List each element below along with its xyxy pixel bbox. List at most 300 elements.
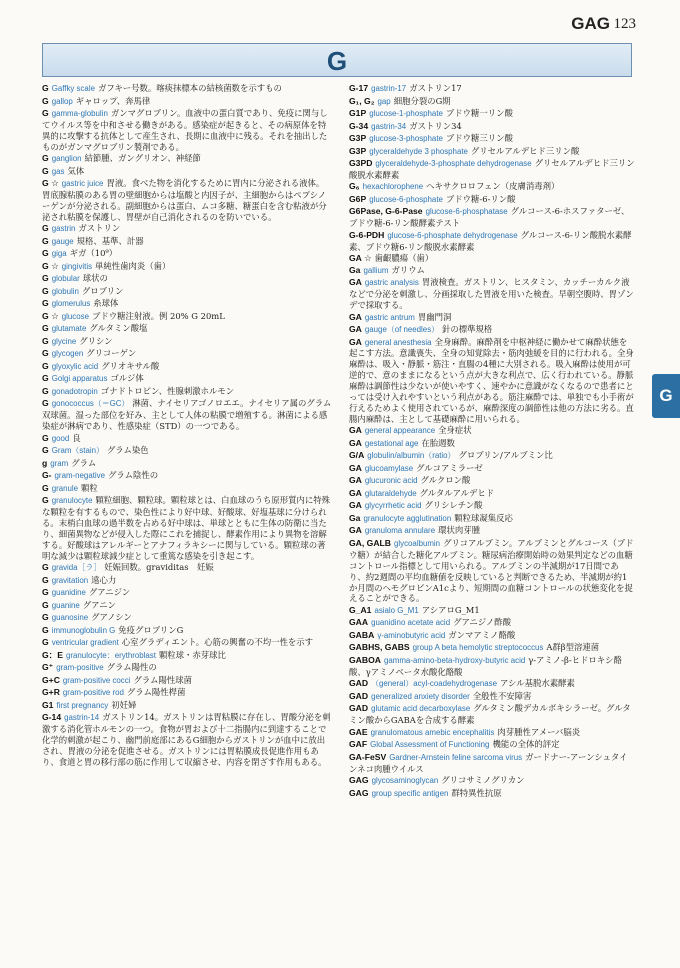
entry-definition: ヘキサクロロフェン（皮膚消毒剤） — [426, 181, 560, 192]
entry-term: Ga — [349, 264, 361, 275]
dictionary-entry — [349, 253, 635, 264]
entry-english: glutamic acid decarboxylase — [371, 704, 471, 714]
entry-definition: ガストリン34 — [409, 120, 462, 131]
dictionary-entry — [42, 625, 332, 637]
dictionary-entry — [42, 433, 332, 445]
entry-english: glucose-6-phosphate dehydrogenase — [387, 230, 518, 240]
entry-definition: グリコーゲン — [86, 348, 137, 359]
dictionary-entry — [42, 298, 332, 310]
entry-term: GAD — [349, 703, 369, 714]
entry-english: Global Assessment of Functioning — [370, 740, 490, 750]
entry-definition: アシル基脱水素酵素 — [500, 678, 575, 689]
entry-definition: グリセルアルデヒド三リン酸脱水素酵素 — [349, 158, 635, 180]
dictionary-entry — [42, 587, 332, 599]
dictionary-entry — [349, 630, 635, 642]
entry-definition: グリシン — [79, 335, 113, 346]
entry-english: guanine — [51, 600, 80, 610]
dictionary-entry — [349, 617, 635, 629]
entry-term: G-17 — [349, 83, 369, 93]
dictionary-entry — [42, 398, 332, 432]
entry-english: gram-positive cocci — [62, 675, 131, 685]
entry-definition: ブドウ糖-6-リン酸 — [445, 193, 516, 204]
entry-term: G — [42, 248, 49, 259]
entry-english: asialo G_M1 — [374, 605, 419, 615]
dictionary-entry — [349, 133, 635, 145]
dictionary-entry — [42, 687, 332, 699]
dictionary-entry — [349, 691, 635, 703]
dictionary-entry — [42, 650, 332, 662]
entry-term: G ☆ — [42, 310, 59, 321]
dictionary-entry — [42, 445, 332, 457]
entry-term: G — [42, 612, 49, 623]
entry-term: GABOA — [349, 654, 381, 665]
entry-english: general anesthesia — [364, 337, 432, 347]
entry-english: glucose-1-phosphate — [369, 109, 443, 118]
dictionary-entry — [42, 458, 332, 470]
entry-term: GA — [349, 462, 362, 473]
entry-term: G — [42, 108, 49, 118]
entry-definition: 良 — [72, 432, 81, 443]
dictionary-entry — [349, 194, 635, 206]
entry-term: G6Pase, G-6-Pase — [349, 206, 423, 217]
dictionary-entry — [42, 248, 332, 260]
dictionary-entry — [349, 525, 635, 537]
dictionary-entry — [42, 153, 332, 165]
entry-definition: 心室グラディエント。心筋の興奮の不均一性を示す — [121, 637, 313, 648]
entry-definition: A群β型溶連菌 — [546, 642, 600, 653]
entry-english: guanidine — [51, 588, 86, 598]
entry-term: G1 — [42, 699, 54, 710]
dictionary-entry — [349, 538, 635, 604]
entry-definition: グリコサミノグリカン — [441, 775, 525, 786]
dictionary-entry — [349, 337, 635, 425]
entry-english: general appearance — [364, 426, 436, 436]
entry-term: G3P — [349, 133, 367, 143]
dictionary-entry — [42, 373, 332, 385]
entry-definition: 環状肉芽腫 — [438, 525, 480, 536]
entry-definition: 顆粒 — [81, 482, 98, 493]
entry-term: GAE — [349, 726, 368, 737]
dictionary-entry — [42, 261, 332, 273]
entry-english: gap — [377, 96, 391, 106]
entry-english: granulocyte agglutination — [363, 513, 452, 523]
dictionary-entry — [349, 181, 635, 193]
entry-english: （general）acyl-coadehydrogenase — [371, 679, 497, 689]
dictionary-entry — [349, 96, 635, 108]
dictionary-entry — [42, 361, 332, 373]
dictionary-entry — [349, 703, 635, 726]
entry-english: Golgi apparatus — [51, 374, 108, 384]
entry-term: GAG — [349, 775, 369, 786]
entry-term: G+R — [42, 687, 60, 698]
entry-english: glutamate — [51, 324, 87, 334]
entry-english: glucose-6-phosphate — [369, 194, 443, 204]
entry-english: glucose-6-phosphatase — [425, 207, 508, 217]
entry-english: Gaffky scale — [51, 84, 95, 93]
entry-english: guanosine — [51, 613, 89, 623]
dictionary-entry — [349, 500, 635, 512]
entry-definition: ガストリン17 — [409, 83, 462, 93]
entry-term: G — [42, 385, 49, 396]
entry-definition: ガフキー号数。喀痰抹標本の結核菌数を示すもの — [97, 83, 282, 93]
dictionary-entry — [349, 206, 635, 229]
entry-definition: 全般性不安障害 — [472, 690, 532, 701]
dictionary-entry — [42, 483, 332, 495]
entry-english: glycyrrhetic acid — [364, 501, 422, 511]
entry-definition: 針の標準規格 — [442, 324, 493, 335]
entry-definition: グルコアミラーゼ — [416, 462, 483, 473]
entry-english: gravitation — [51, 575, 89, 585]
entry-definition: 規格、基準、計器 — [76, 235, 144, 246]
entry-term: G₁, G₂ — [349, 95, 375, 106]
entry-english: Gardner-Arnstein feline sarcoma virus — [389, 752, 523, 762]
entry-term: G — [42, 285, 49, 296]
entry-definition: ガストリン14。ガストリンは胃粘膜に存在し、胃酸分泌を刺激する消化管ホルモンの一つ。食物が胃および十二指腸内に到達することで化学的刺激が起こり、幽門前庭部にあるG細胞からガストリンが血中に放出され、胃液の分泌を促進させる。ガストリンには胃粘膜成長促進作用もあり、食道と胃の移行部の筋に作用して収縮させ、内容を閉ざす作用もある。 — [42, 712, 331, 767]
entry-term: GABHS, GABS — [349, 642, 410, 653]
entry-definition: ギガ（10⁹） — [69, 248, 118, 259]
entry-definition: グラム陽性球菌 — [133, 674, 192, 685]
entry-definition: 淋菌、ナイセリアゴノロエエ。ナイセリア属のグラム双球菌。湿った部位を好み、主として人体の粘膜で増殖する。淋菌による感染症が淋病であり、性感染症（STD）の一つである。 — [42, 398, 332, 432]
entry-term: G⁺ — [42, 662, 54, 673]
entry-english: globulin/albumin（ratio） — [367, 451, 456, 461]
entry-definition: ブドウ糖三リン酸 — [445, 133, 513, 143]
entry-definition: ガリウム — [391, 264, 425, 275]
entry-english: glucuronic acid — [364, 476, 418, 486]
dictionary-entry — [349, 463, 635, 475]
entry-definition: グアニジン — [88, 587, 131, 598]
entry-english: gravida［ラ］ — [51, 563, 102, 573]
entry-english: glyceraldehyde-3-phosphate dehydrogenase — [375, 159, 532, 168]
entry-term: GA ☆ — [349, 253, 372, 264]
entry-definition: グアノシン — [91, 612, 132, 623]
thumb-index-tab: G — [652, 374, 680, 418]
entry-term: G3PD — [349, 158, 373, 168]
entry-term: GA — [349, 487, 362, 498]
section-banner — [42, 43, 632, 77]
entry-term: G — [42, 445, 49, 456]
entry-english: gastric juice — [61, 179, 104, 189]
entry-english: gastrin-14 — [64, 713, 100, 723]
entry-definition: ブドウ糖注射液。例 20% G 20mL — [91, 310, 225, 321]
entry-definition: グリシレチン酸 — [424, 500, 483, 511]
entry-english: gamma-amino-beta-hydroxy-butyric acid — [384, 655, 526, 665]
entry-definition: 肉芽腫性アメーバ脳炎 — [497, 726, 581, 737]
page-header — [0, 10, 680, 36]
entry-english: gamma-globulin — [51, 109, 108, 118]
entry-definition: 胃液検査。ガストリン、ヒスタミン、カッチーカルク液などで分泌を刺激し、分画採取した胃液を用いた検査。早朝空腹時、胃ゾンデで採取する。 — [349, 277, 634, 311]
dictionary-entry — [349, 450, 635, 462]
entry-english: gingivitis — [61, 261, 93, 271]
entry-term: GA — [349, 475, 362, 486]
dictionary-entry — [349, 312, 635, 324]
dictionary-entry — [42, 323, 332, 335]
dictionary-entry — [42, 562, 332, 574]
entry-term: g — [42, 457, 48, 468]
entry-definition: グリセルアルデヒド三リン酸 — [470, 145, 580, 156]
entry-term: GAD — [349, 690, 369, 701]
entry-definition: ガストリン — [78, 223, 121, 234]
entry-term: GA — [349, 437, 362, 448]
entry-definition: 糸球体 — [93, 298, 119, 309]
entry-english: gastric analysis — [364, 278, 419, 288]
entry-english: gram-negative — [54, 471, 105, 481]
page-number: 123 — [613, 16, 636, 32]
entry-term: G — [42, 95, 49, 106]
entry-definition: 胃液。食べた物を消化するために胃内に分泌される液体。胃底腺粘膜のある胃の壁細胞からは塩酸と内因子が、主細胞からはペプシノーゲンが分泌される。副細胞からは蛋白、ムコ多糖、糖蛋白を含む粘液が分泌され粘膜を保護し、胃壁が自己消化されるのを防いでいる。 — [42, 178, 327, 222]
entry-term: GA — [349, 277, 362, 288]
entry-term: G₆ — [349, 181, 360, 192]
dictionary-entry — [349, 158, 635, 181]
dictionary-entry — [349, 438, 635, 450]
entry-term: G — [42, 165, 49, 176]
entry-english: ganglion — [51, 154, 82, 164]
entry-english: gallium — [363, 265, 389, 275]
entry-term: G-6-PDH — [349, 229, 385, 240]
dictionary-entry — [349, 655, 635, 678]
entry-english: glucose-3-phosphate — [369, 134, 443, 143]
entry-term: G：E — [42, 649, 64, 660]
entry-english: glycosaminoglycan — [371, 776, 439, 786]
entry-definition: ガンマグロブリン。血液中の蛋白質であり、免疫に関与してウイルス等を中和させる働きがある。感染症が起きると、その病原体を特異的に攻撃する抗体として産生され、長期に血液中に残る。それを抽出したものがガンマグロブリン製剤である。 — [42, 108, 328, 152]
entry-definition: グロブリン — [81, 285, 124, 296]
dictionary-entry — [349, 488, 635, 500]
entry-term: G — [42, 574, 49, 585]
entry-term: G — [42, 432, 49, 443]
entry-definition: グルクロン酸 — [420, 475, 471, 486]
dictionary-entry — [42, 83, 332, 95]
entry-english: granuloma annulare — [364, 526, 436, 536]
dictionary-entry — [349, 121, 635, 133]
entry-definition: グリオキサル酸 — [101, 360, 160, 371]
entry-definition: ガンマアミノ酪酸 — [448, 629, 516, 640]
entry-english: first pregnancy — [56, 700, 109, 710]
entry-english: immunoglobulin G — [51, 625, 116, 635]
entry-definition: ゴナドトロピン、性腺刺激ホルモン — [100, 385, 235, 396]
dictionary-entry — [42, 675, 332, 687]
dictionary-entry — [42, 600, 332, 612]
entry-definition: グルコース-6-ホスファターゼ、ブドウ糖-6-リン酸酵素テスト — [349, 206, 630, 229]
entry-english: glycoalbumin — [394, 538, 441, 548]
entry-term: G — [42, 335, 49, 346]
entry-term: GA — [349, 324, 362, 335]
dictionary-entry — [42, 700, 332, 712]
entry-term: G — [42, 298, 49, 309]
entry-definition: グアニジノ酢酸 — [453, 617, 511, 628]
entry-term: G- — [42, 470, 52, 481]
entry-definition: グリコアルブミン。アルブミンとグルコース（ブドウ糖）が結合した糖化アルブミン。糖尿病治療開始時の効果判定などの血糖コントロール指標として用いられる。アルブミンの半減期が17日間であり、約2週間の平均血糖値を反映していると判断できるため、半減期が約1か月間のヘモグロビンA1cより、短期間の血糖コントロールの状態変化を捉えることができる。 — [349, 537, 634, 604]
entry-term: G — [42, 223, 49, 234]
dictionary-entry — [42, 273, 332, 285]
entry-definition: ブドウ糖一リン酸 — [445, 108, 513, 118]
dictionary-entry — [349, 752, 635, 775]
entry-term: G — [42, 624, 49, 635]
entry-english: granulomatous amebic encephalitis — [370, 727, 495, 737]
entry-english: hexachlorophene — [362, 182, 424, 192]
dictionary-entry — [42, 495, 332, 561]
entry-english: granule — [51, 483, 79, 493]
entry-term: G — [42, 637, 49, 648]
dictionary-entry — [349, 678, 635, 690]
entry-english: gonococcus（＝GC） — [51, 399, 130, 409]
dictionary-entry — [42, 470, 332, 482]
entry-term: GAA — [349, 617, 369, 628]
dictionary-entry — [42, 612, 332, 624]
entry-english: group specific antigen — [371, 788, 449, 798]
entry-term: G3P — [349, 145, 367, 156]
entry-definition: γ-アミノ-β-ヒドロキシ酪酸、γアミノベータ水酸化酪酸 — [349, 654, 622, 677]
running-headword: GAG — [571, 14, 610, 33]
entry-term: G — [42, 235, 49, 246]
entry-definition: グラム陽性桿菌 — [126, 687, 186, 698]
entry-term: G1P — [349, 108, 367, 118]
entry-definition: 機能の全体的評定 — [492, 739, 560, 750]
entry-definition: 全身症状 — [438, 425, 472, 436]
dictionary-entry — [349, 513, 635, 525]
dictionary-entry — [349, 775, 635, 787]
dictionary-entry — [349, 83, 635, 95]
entry-english: granulocyte：erythroblast — [66, 650, 156, 660]
entry-definition: グルタミン酸デカルボキシラーゼ。グルタミン酸からGABAを合成する酵素 — [349, 703, 631, 726]
entry-english: gas — [51, 166, 65, 176]
entry-definition: 妊娠回数。graviditas 妊娠 — [104, 562, 214, 573]
entry-term: G-34 — [349, 120, 369, 131]
right-column — [349, 83, 635, 800]
entry-definition: 球状の — [82, 273, 108, 284]
entry-term: G/A — [349, 450, 365, 461]
section-letter: G — [326, 46, 348, 76]
entry-definition: 顆粒細胞、顆粒球。顆粒球とは、白血球のうち原形質内に特殊な顆粒を有するもので、染色性により好中球、好酸球、好塩基球に分けられる。末梢白血球の過半数を占める好中球は、単球とともに生体の防衛に当たり、細菌異物などが侵入した際にこれを捕捉し、酵素作用により異物を溶解する。好酸球はアレルギーとアナフィラキシーに関与している。顆粒球の著明な減少は顆粒球減少症として重篤な感染を引き起こす。 — [42, 495, 330, 561]
entry-english: gonadotropin — [51, 386, 98, 396]
dictionary-entry — [349, 425, 635, 437]
entry-term: GA — [349, 525, 362, 536]
entry-term: GA, GALB — [349, 537, 392, 548]
entry-term: G — [42, 323, 49, 334]
entry-definition: グルタルアルデヒド — [419, 487, 495, 498]
entry-term: GA — [349, 336, 362, 347]
entry-term: G — [42, 153, 49, 164]
entry-english: Gram（stain） — [51, 446, 104, 456]
entry-english: granulocyte — [51, 496, 93, 506]
left-column — [42, 83, 332, 768]
entry-english: gram — [50, 458, 69, 468]
entry-term: G6P — [349, 193, 367, 204]
entry-definition: グロブリン/アルブミン比 — [458, 450, 553, 461]
entry-definition: グルコース-6-リン酸脱水素酵素、ブドウ糖6-リン酸脱水素酵素 — [349, 229, 632, 252]
entry-term: GA-FeSV — [349, 751, 387, 762]
dictionary-entry — [349, 475, 635, 487]
entry-term: G_A1 — [349, 604, 372, 615]
entry-english: ventricular gradient — [51, 638, 119, 648]
dictionary-entry — [42, 662, 332, 674]
dictionary-entry — [349, 727, 635, 739]
entry-english: gauge — [51, 236, 74, 246]
dictionary-entry — [349, 265, 635, 277]
dictionary-entry — [349, 108, 635, 120]
entry-definition: 細胞分裂のG期 — [393, 95, 451, 106]
entry-definition: ゴルジ体 — [110, 373, 144, 384]
entry-definition: ギャロップ、奔馬律 — [75, 95, 151, 106]
dictionary-entry — [349, 739, 635, 751]
entry-term: G — [42, 587, 49, 598]
entry-definition: グルタミン酸塩 — [89, 323, 148, 334]
dictionary-entry — [349, 277, 635, 311]
entry-definition: グラム染色 — [106, 445, 149, 456]
entry-definition: グラム陰性の — [108, 470, 159, 481]
entry-term: G — [42, 83, 49, 93]
dictionary-entry — [349, 146, 635, 158]
dictionary-entry — [42, 348, 332, 360]
entry-english: γ-aminobutyric acid — [377, 630, 446, 640]
entry-definition: グラム — [71, 457, 97, 468]
entry-english: globulin — [51, 286, 79, 296]
entry-english: gestational age — [364, 438, 419, 448]
entry-definition: ガードナー-アーンシュタインネコ肉腫ウイルス — [349, 751, 628, 774]
entry-term: G — [42, 348, 49, 359]
dictionary-entry — [42, 311, 332, 323]
entry-term: GA — [349, 500, 362, 511]
entry-definition: 初妊婦 — [111, 699, 137, 710]
entry-english: gram-positive rod — [62, 688, 124, 698]
entry-english: gastrin — [51, 224, 76, 234]
entry-term: G — [42, 599, 49, 610]
dictionary-entry — [349, 324, 635, 336]
entry-term: Ga — [349, 512, 361, 523]
entry-definition: グラム陽性の — [106, 662, 157, 673]
dictionary-entry — [42, 336, 332, 348]
dictionary-entry — [349, 605, 635, 617]
entry-term: G — [42, 373, 49, 384]
dictionary-entry — [42, 575, 332, 587]
entry-term: GAD — [349, 678, 369, 689]
entry-definition: グアニン — [82, 599, 116, 610]
entry-definition: 免疫グロブリンG — [118, 624, 184, 635]
entry-definition: 気体 — [67, 165, 85, 176]
entry-english: gauge（of needles） — [364, 325, 440, 335]
entry-definition: 群特異性抗原 — [451, 787, 502, 798]
entry-english: glucose — [61, 311, 89, 321]
entry-term: GAF — [349, 739, 368, 750]
dictionary-entry — [349, 230, 635, 253]
entry-definition: 胃幽門洞 — [417, 311, 452, 322]
entry-english: good — [51, 433, 70, 443]
entry-term: G — [42, 562, 49, 573]
entry-english: glucoamylase — [364, 463, 414, 473]
dictionary-entry — [42, 386, 332, 398]
entry-definition: 結節腫、ガングリオン、神経節 — [84, 153, 201, 164]
entry-definition: 在胎週数 — [421, 437, 455, 448]
entry-english: group A beta hemolytic streptococcus — [412, 643, 544, 653]
entry-definition: 歯齦膿瘍（歯） — [374, 253, 434, 264]
entry-english: gastric antrum — [364, 312, 415, 322]
entry-term: GAG — [349, 787, 369, 798]
entry-term: GA — [349, 425, 362, 436]
dictionary-entry — [42, 286, 332, 298]
entry-term: G — [42, 273, 49, 284]
entry-english: glyoxylic acid — [51, 361, 99, 371]
entry-definition: 顆粒球凝集反応 — [454, 512, 513, 523]
entry-definition: 遠心力 — [91, 574, 117, 585]
entry-english: glomerulus — [51, 299, 91, 309]
entry-english: gastrin-17 — [371, 84, 407, 93]
entry-term: GA — [349, 311, 362, 322]
entry-term: G — [42, 360, 49, 371]
dictionary-entry — [349, 788, 635, 800]
entry-english: globular — [51, 274, 80, 284]
entry-term: G ☆ — [42, 260, 59, 271]
entry-english: guanidino acetate acid — [371, 618, 451, 628]
entry-english: generalized anxiety disorder — [371, 691, 470, 701]
entry-term: GABA — [349, 629, 375, 640]
